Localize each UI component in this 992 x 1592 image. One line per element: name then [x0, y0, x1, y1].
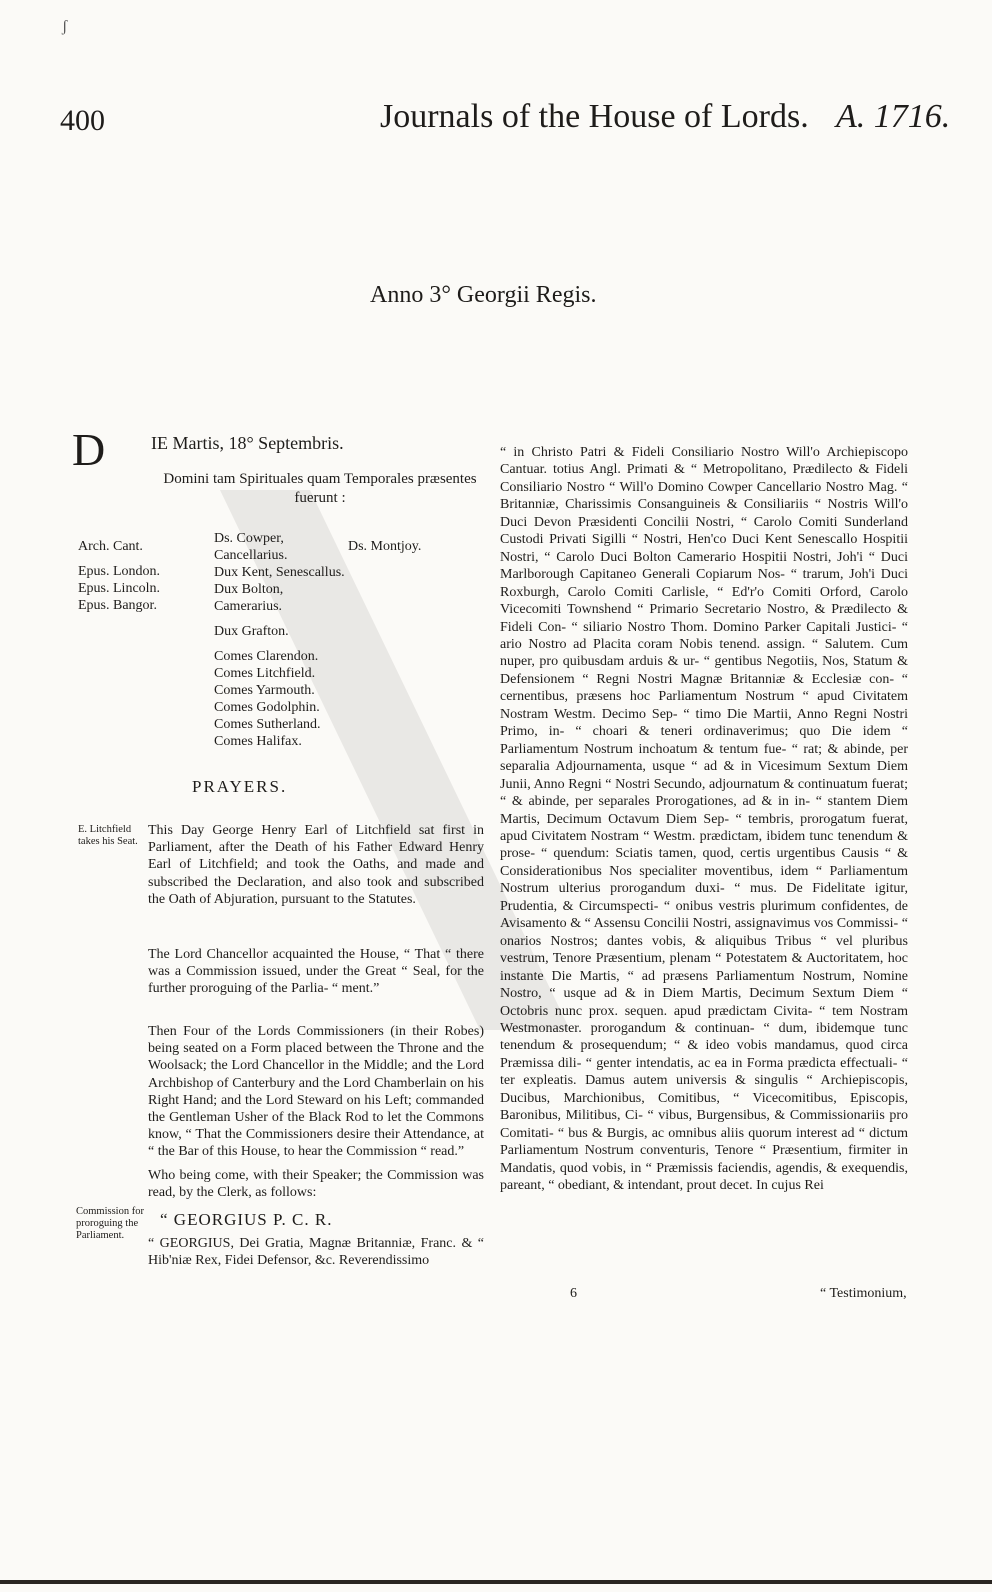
page-number: 400	[60, 104, 105, 137]
prayers-heading: PRAYERS.	[192, 777, 288, 796]
commission-opening: “ GEORGIUS, Dei Gratia, Magnæ Britanniæ, Franc. & “ Hib'niæ Rex, Fidei Defensor, &c. Reverendissimo	[148, 1236, 484, 1269]
lord-entry: Arch. Cant.	[78, 539, 143, 554]
dateline-block	[78, 432, 488, 508]
lord-entry: Dux Bolton, Camerarius.	[214, 582, 284, 614]
barons	[348, 538, 468, 555]
lord-entry: Epus. London.	[78, 564, 161, 579]
commission-title: “ GEORGIUS P. C. R.	[160, 1210, 333, 1229]
present-heading: Domini tam Spirituales quam Temporales præsentes fuerunt :	[163, 471, 477, 506]
page-edge-mark: ʃ	[62, 18, 68, 35]
paragraph-litchfield: This Day George Henry Earl of Litchfield sat first in Parliament, after the Death of his Father Edward Henry Earl of Litchfield; and took the Oaths, and made and subscribed the Declaration, and also took and subscribed the Oath of Abjuration, pursuant to the Statutes.	[148, 823, 484, 907]
journal-title: Journals of the House of Lords.	[380, 98, 809, 135]
paragraph-commissioners: Then Four of the Lords Commissioners (in their Robes) being seated on a Form placed between the Throne and the Woolsack; the Lord Chancellor in the Middle; and the Lord Archbishop of Canterbury and the Lord Chamberlain on his Right Hand; and the Lord Steward on his Left; commanded the Gentleman Usher of the Black Rod to let the Commons know, “ That the Commissioners desire their Attendance, at “ the Bar of this House, to hear the Commission “ read.”	[148, 1024, 484, 1160]
paragraph-chancellor: The Lord Chancellor acquainted the House, “ That “ there was a Commission issued, under the Great “ Seal, for the further proroguing of the Parlia- “ ment.”	[148, 947, 484, 997]
spiritual-lords	[78, 538, 188, 614]
lord-entry: Epus. Lincoln.	[78, 581, 161, 596]
dateline: IE Martis, 18° Septembris.	[151, 433, 344, 453]
lord-entry: Comes Litchfield.	[214, 666, 316, 681]
lord-entry: Comes Sutherland.	[214, 717, 321, 732]
lord-entry: Comes Clarendon.	[214, 649, 319, 664]
lord-entry: Comes Yarmouth.	[214, 683, 315, 698]
lord-entry: Comes Godolphin.	[214, 700, 320, 715]
lord-entry: Ds. Montjoy.	[348, 539, 422, 554]
drop-cap: D	[72, 424, 106, 475]
margin-note-commission: Commission for proroguing the Parliament.	[76, 1206, 144, 1241]
catchword: “ Testimonium,	[820, 1286, 907, 1301]
session-heading: Anno 3° Georgii Regis.	[370, 282, 597, 308]
bottom-rule	[0, 1580, 992, 1584]
lord-entry: Epus. Bangor.	[78, 598, 157, 613]
paragraph-speaker: Who being come, with their Speaker; the Commission was read, by the Clerk, as follows:	[148, 1168, 484, 1201]
lord-entry: Dux Kent, Senescallus.	[214, 565, 345, 580]
journal-year: A. 1716.	[836, 98, 951, 135]
commission-text-right-column: “ in Christo Patri & Fideli Consiliario Nostro Will'o Archiepiscopo Cantuar. totius Angl. Primati & “ Metropolitano, Prædilecto & Fideli Consiliario Nostro “ Will'o Domino Cowper Cancellario Nostro Mag. “ Britanniæ, Charissimis Consanguineis & Consiliariis “ Nostris Will'o Duci Devon Præsidenti Concilii Nostri, “ Carolo Comiti Sunderland Custodi Privati Sigilli “ Nostri, Hen'co Duci Kent Senescallo Hospitii Nostri, “ Carolo Duci Bolton Camerario Hospitii Nostri, Joh'i “ Duci Marlborough Capitaneo Generali Copiarum Nos- “ trarum, Joh'i Duci Roxburgh, Carolo Comiti Carlisle, “ Ed'r'o Comiti Orford, Carolo Vicecomiti Townshend “ Primario Secretario Nostro, & Prædilecto & Fideli Con- “ siliario Nostro Thom. Domino Parker Capitali Justici- “ ario Nostro ad Placita coram Nobis tenend. assign. “ Salutem. Cum nuper, pro quibusdam arduis & ur- “ gentibus Negotiis, Nos, Statum & Defensionem “ Regni Nostri Magnæ Britanniæ & Ecclesiæ con- “ cernentibus, præsens hoc Parliamentum Nostrum “ apud Civitatem Nostram Westm. Decimo Sep- “ timo Die Martii, Anno Regni Nostri Primo, in- “ choari & teneri ordinaverimus; quo Die idem “ Parliamentum Nostrum inchoatum & tentum fue- “ rat; & abinde, per separalia Adjournamenta, usque “ ad & in Vicesimum Sextum Diem Junii, Anno Regni “ Nostri Secundo, adjournatum & continuatum fuerat; “ & abinde, per separales Prorogationes, ad & in in- “ stantem Diem Martis, Decimum Octavum Diem Sep- “ tembris, prorogatum fuerat, apud Civitatem Nostram “ Westm. prædictam, ibidem tunc tenendum & prose- “ quendum: Sciatis tamen, quod, certis urgentibus Causis “ & Considerationibus Nos specialiter moventibus, idem “ Parliamentum Nostrum ulterius prorogandum duxi- “ mus. De Fidelitate igitur, Prudentia, & Circumspecti- “ onibus vestris plurimum confidentes, de Avisamento & “ Assensu Concilii Nostri, assignavimus vos Commissi- “ onarios Nostros; dantes vobis, & aliquibus Tribus “ vel pluribus vestrum, Tenore Præsentium, plenam “ Potestatem & Auctoritatem, hoc instante Die Martis, “ ad præsens Parliamentum Nostrum, Nomine Nostro, “ usque ad & in Diem Martis, Decimum Sextum Diem “ Octobris nunc prox. sequen. apud prædictam Civita- “ tem Nostram Westmonaster. prorogandum & continuan- “ dum, ibidemque tunc tenendum & prosequendum; “ & ideo vobis mandamus, quod circa Præmissa dili- “ genter intendatis, ac ea in Forma prædicta effectuali- “ ter expleatis. Damus autem universis & singulis “ Archiepiscopis, Ducibus, Marchionibus, Comitibus, “ Vicecomitibus, Episcopis, Baronibus, Militibus, Ci- “ vibus, Burgensibus, & Commissionariis pro Comitati- “ bus & Burgis, ac omnibus aliis quorum interest ad “ dictum Parliamentum Nostrum conventuris, Tenore “ Præsentium, firmiter in Mandatis, quod vobis, in “ Præmissis faciendis, agendis, & exequendis, pareant, “ obediant, & intendant, prout decet. In cujus Rei	[500, 445, 908, 1194]
lord-entry: Dux Grafton.	[214, 624, 289, 639]
margin-note-litchfield: E. Litchfield takes his Seat.	[78, 824, 138, 847]
lord-entry: Ds. Cowper, Cancellarius.	[214, 531, 288, 563]
lord-entry: Comes Halifax.	[214, 734, 302, 749]
folio-signature: 6	[570, 1286, 577, 1301]
temporal-lords	[214, 530, 346, 750]
